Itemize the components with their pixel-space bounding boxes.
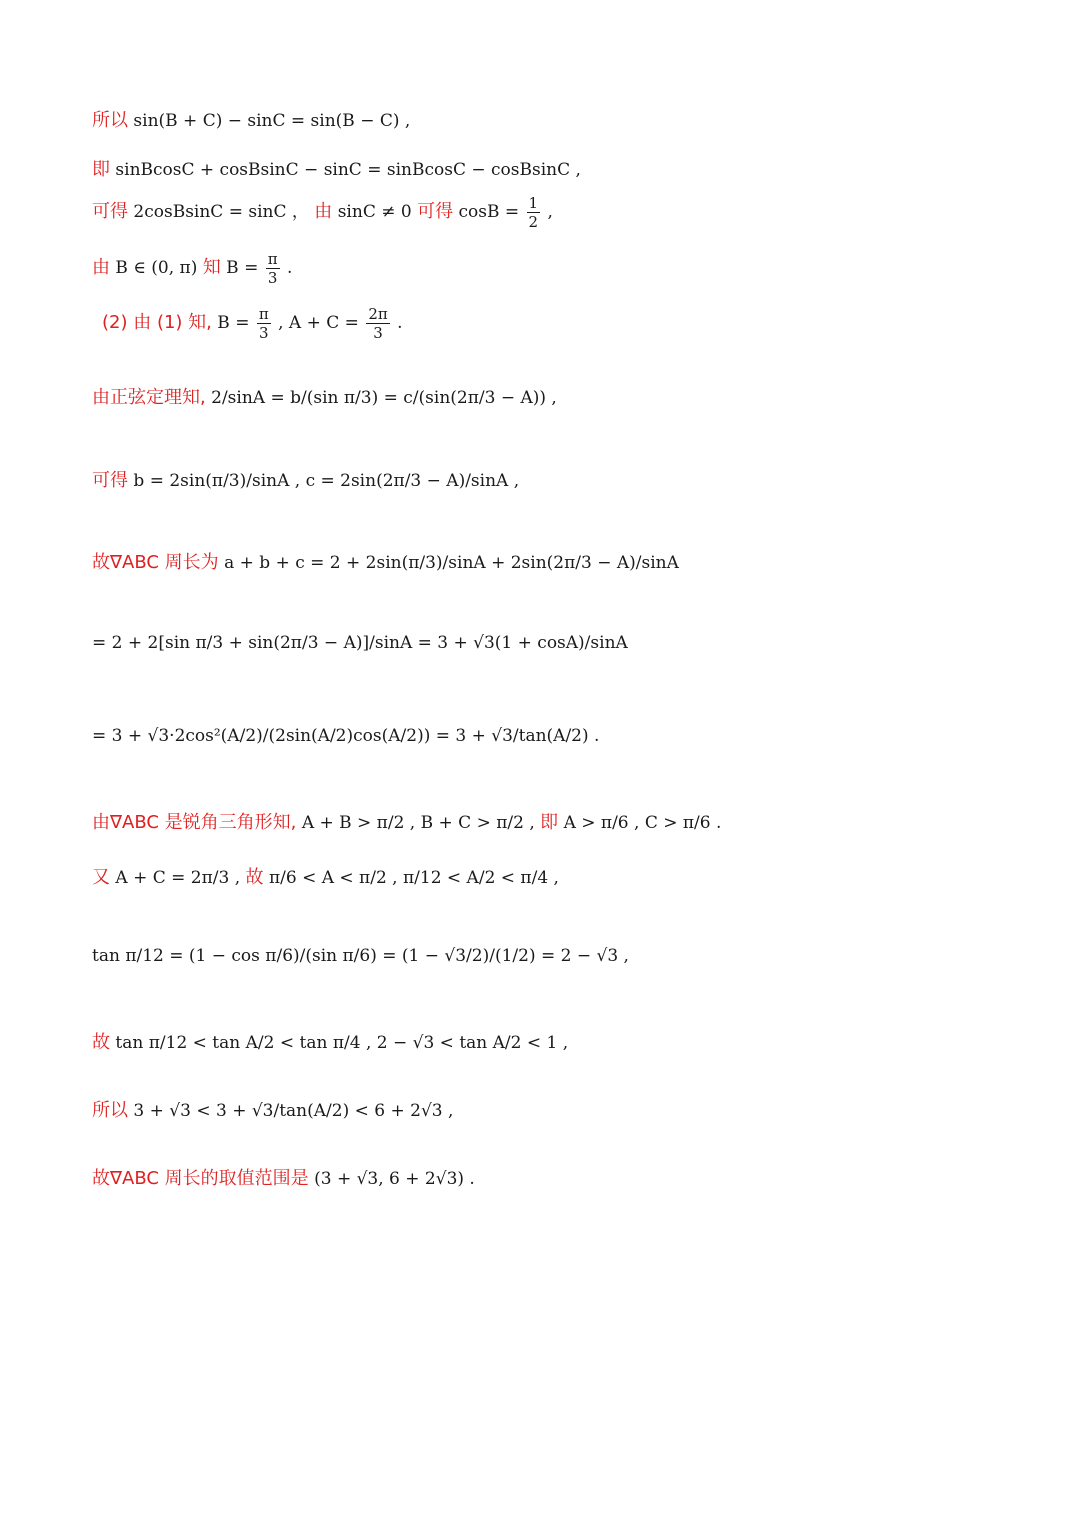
text-cn: 故∇ABC 周长为 (92, 552, 219, 573)
line-16 (92, 1164, 475, 1190)
text-cn: 故 (92, 1032, 110, 1053)
math-expr: b = 2sin(π/3)/sinA , c = 2sin(2π/3 − A)/sinA , (133, 471, 520, 491)
math-expr: a + b + c = 2 + 2sin(π/3)/sinA + 2sin(2π/3 − A)/sinA (224, 553, 679, 573)
math-expr: B = (226, 258, 259, 278)
line-3 (92, 194, 553, 231)
numerator: π (267, 250, 278, 268)
text-cn: 所以 (92, 1100, 128, 1121)
math-punct: , (547, 202, 553, 222)
math-expr: tan π/12 < tan A/2 < tan π/4 , 2 − √3 < tan A/2 < 1 , (115, 1033, 569, 1053)
math-punct: . (286, 258, 293, 278)
math-expr: sinBcosC + cosBsinC − sinC = sinBcosC − cosBsinC , (115, 160, 581, 180)
line-6 (92, 383, 557, 409)
math-expr: 3 + √3 < 3 + √3/tan(A/2) < 6 + 2√3 , (133, 1101, 454, 1121)
text-cn: 即 (92, 159, 110, 180)
line-10 (92, 726, 599, 746)
math-expr: (3 + √3, 6 + 2√3) . (314, 1169, 475, 1189)
text-cn: (2) 由 (1) 知, (102, 312, 212, 333)
math-expr: sinC ≠ 0 (337, 202, 412, 222)
line-12 (92, 863, 559, 889)
line-9 (92, 633, 628, 653)
fraction (257, 305, 271, 342)
text-cn: 所以 (92, 110, 128, 131)
text-cn: 知 (202, 257, 221, 278)
line-2 (92, 155, 581, 181)
numerator: π (258, 305, 269, 323)
line-13 (92, 946, 629, 966)
line-1 (92, 106, 410, 132)
math-expr: B ∈ (0, π) (115, 258, 198, 278)
math-expr: = 2 + 2[sin π/3 + sin(2π/3 − A)]/sinA = 3 + √3(1 + cosA)/sinA (92, 633, 628, 653)
line-7 (92, 466, 519, 492)
math-expr: A + B > π/2 , B + C > π/2 , (301, 813, 535, 833)
text-cn: 可得 (92, 470, 128, 491)
math-expr: π/6 < A < π/2 , π/12 < A/2 < π/4 , (268, 868, 559, 888)
math-expr: A + C = 2π/3 , (115, 868, 241, 888)
line-8 (92, 548, 679, 574)
math-punct: . (397, 313, 403, 333)
numerator: 1 (528, 194, 539, 212)
text-cn: 故∇ABC 周长的取值范围是 (92, 1168, 309, 1189)
math-expr: tan π/12 = (1 − cos π/6)/(sin π/6) = (1 − √3/2)/(1/2) = 2 − √3 , (92, 946, 629, 966)
math-expr: , A + C = (278, 313, 359, 333)
numerator: 2π (368, 305, 388, 323)
text-cn: 故 (245, 867, 264, 888)
text-cn: 由正弦定理知, (92, 387, 206, 408)
text-cn: 又 (92, 867, 110, 888)
text-cn: 即 (540, 812, 559, 833)
text-cn: 可得 (92, 201, 128, 222)
denominator: 2 (528, 213, 539, 231)
math-expr: = 3 + √3·2cos²(A/2)/(2sin(A/2)cos(A/2)) = 3 + √3/tan(A/2) . (92, 726, 600, 746)
text-cn: 由∇ABC 是锐角三角形知, (92, 812, 297, 833)
fraction (527, 194, 541, 231)
fraction (266, 250, 280, 287)
math-expr: sin(B + C) − sinC = sin(B − C) , (133, 111, 411, 131)
line-15 (92, 1096, 453, 1122)
line-14 (92, 1028, 568, 1054)
text-cn: 由 (92, 257, 110, 278)
line-5 (102, 305, 403, 342)
math-expr: B = (217, 313, 250, 333)
denominator: 3 (373, 324, 383, 342)
denominator: 3 (267, 269, 278, 287)
line-11 (92, 808, 721, 834)
text-cn: 由 (314, 201, 333, 222)
line-4 (92, 250, 292, 287)
math-expr: cosB = (458, 202, 520, 222)
math-expr: A > π/6 , C > π/6 . (563, 813, 722, 833)
fraction (366, 305, 389, 342)
math-expr: 2/sinA = b/(sin π/3) = c/(sin(2π/3 − A)) , (211, 388, 557, 408)
math-expr: 2cosBsinC = sinC ， (133, 202, 309, 222)
denominator: 3 (259, 324, 269, 342)
text-cn: 可得 (417, 201, 454, 222)
